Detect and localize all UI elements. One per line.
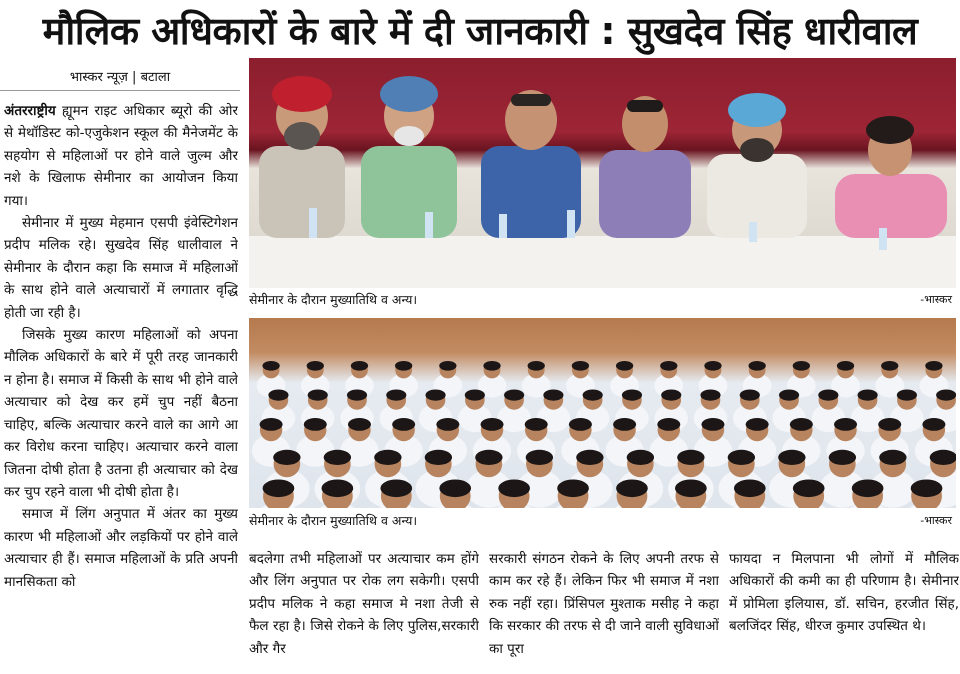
photo-caption-1 — [249, 289, 956, 311]
photo-guests-on-stage — [249, 58, 956, 288]
paragraph-1 — [4, 100, 238, 212]
dateline: भास्कर न्यूज़ | बटाला — [0, 66, 240, 91]
article-column-1 — [4, 100, 238, 670]
caption-2-text: सेमीनार के दौरान मुख्यातिथि व अन्य। — [249, 513, 418, 528]
paragraph-4: समाज में लिंग अनुपात में अंतर का मुख्य कारण भी महिलाओं और लड़कियों पर होने वाले अत्याचार ही हैं। समाज महिलाओं के प्रति अपनी मानसिकता को — [4, 506, 238, 590]
lead-word: अंतरराष्ट्रीय — [4, 103, 56, 119]
headline: मौलिक अधिकारों के बारे में दी जानकारी : सुखदेव सिंह धारीवाल — [42, 9, 918, 53]
photo-students-illustration — [249, 318, 956, 508]
paragraph-3: जिसके मुख्य कारण महिलाओं को अपना मौलिक अधिकारों के बारे में पूरी तरह जानकारी न होना है। समाज में किसी के साथ भी होने वाले अत्याचार को देख कर हमें चुप नहीं बैठना चाहिए, बल्कि अत्याचार करने वाले का आगे आ कर विरोध करना चाहिए। अत्याचार करने वाला जितना दोषी होता है उतना ही अत्याचार को देख कर चुप रहने वाला भी दोषी होता है। — [4, 327, 238, 500]
paragraph-2: सेमीनार में मुख्य मेहमान एसपी इंवेस्टिगेशन प्रदीप मलिक रहे। सुखदेव सिंह धालीवाल ने सेमीनार के दौरान कहा कि समाज में महिलाओं के साथ होने वाले अत्याचारों में लगातार वृद्धि होती जा रही है। — [4, 215, 238, 321]
photo-caption-2 — [249, 510, 956, 532]
photo-guests-illustration — [249, 58, 956, 288]
article-column-2: बदलेगा तभी महिलाओं पर अत्याचार कम होंगे और लिंग अनुपात पर रोक लग सकेगी। एसपी प्रदीप मलिक ने कहा समाज मे नशा तेजी से फैल रहा है। जिसे रोकने के लिए पुलिस,सरकारी और गैर — [249, 551, 479, 657]
paragraph-1-text: ह्यूमन राइट अधिकार ब्यूरो की ओर से मेथॉडिस्ट को-एजुकेशन स्कूल की मैनेजमेंट के सहयोग से महिलाओं पर होने वाले जुल्म और नशे के खिलाफ सेमीनार का आयोजन किया गया। — [4, 103, 238, 209]
article-column-3: सरकारी संगठन रोकने के लिए अपनी तरफ से काम कर रहे हैं। लेकिन फिर भी समाज में नशा रुक नहीं रहा। प्रिंसिपल मुश्ताक मसीह ने कहा कि सरकार की तरफ से दी जाने वाली सुविधाओं का पूरा — [489, 551, 719, 657]
photo-credit-1: -भास्कर — [920, 293, 952, 306]
article-column-4: फायदा न मिलपाना भी लोगों में मौलिक अधिकारों की कमी का ही परिणाम है। सेमीनार में प्रोमिला इलियास, डॉ. सचिन, हरजीत सिंह, बलजिंदर सिंह, धीरज कुमार उपस्थित थे। — [729, 551, 959, 635]
photo-students-audience — [249, 318, 956, 508]
photo-credit-2: -भास्कर — [920, 514, 952, 527]
caption-1-text: सेमीनार के दौरान मुख्यातिथि व अन्य। — [249, 292, 418, 307]
